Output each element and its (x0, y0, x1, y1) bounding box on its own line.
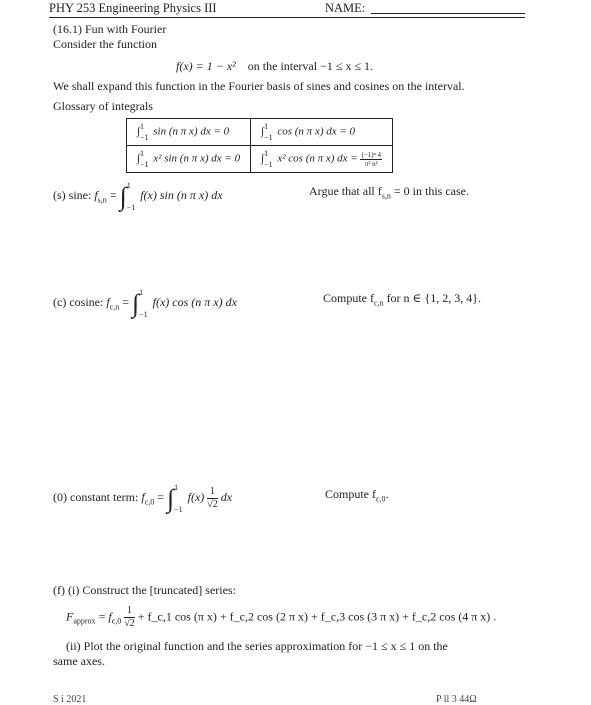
glossary-label: Glossary of integrals (53, 99, 153, 113)
constant-task: Compute $f_{c,0}$. (325, 487, 389, 504)
glossary-cell: ∫1 −1 sin (n π x) dx = 0 (127, 119, 251, 146)
cosine-integrand: f(x) cos (n π x) dx (152, 295, 237, 309)
glossary-row (127, 119, 393, 146)
constant-part: (0) constant term: $f_{c,0} = \int 1$ −1 f(x) $\frac{1}{√2}$ dx (53, 482, 233, 514)
sine-part: (s) sine: $f_{s,n} = \int 1$ −1 f(x) sin (n π x) dx (53, 180, 223, 212)
sine-task: Argue that all $f_{s,n} = 0$ in this case. (309, 184, 469, 201)
glossary-cell: ∫1 −1 x² sin (n π x) dx = 0 (127, 146, 251, 173)
sine-label: (s) sine: (53, 188, 92, 202)
name-blank-line (371, 13, 525, 14)
footer-right-cut: P ll 3 44Ω (436, 694, 477, 705)
function-expression: f(x) = 1 − x² (176, 59, 236, 73)
header-rule (49, 17, 525, 18)
glossary-cell: ∫1 −1 cos (n π x) dx = 0 (251, 119, 393, 146)
approx-rhs: + f_c,1 cos (π x) + f_c,2 cos (2 π x) + f_c,3 cos (3 π x) + f_c,2 cos (4 π x) . (137, 609, 497, 624)
const-fraction: $\frac{1}{√2}$ (207, 485, 218, 510)
plot-instruction-cont: same axes. (53, 654, 105, 668)
approx-fraction: $\frac{1}{√2}$ (124, 605, 135, 629)
sine-integrand: f(x) sin (n π x) dx (140, 188, 223, 202)
plot-instruction: (ii) Plot the original function and the series approximation for −1 ≤ x ≤ 1 on the (66, 639, 448, 653)
glossary-table (126, 118, 393, 173)
glossary-cell: ∫1 −1 x² cos (n π x) dx = $\frac{\text{(−1)ⁿ 4}}{\text{π² n²}}$ (251, 146, 393, 173)
cosine-task: Compute $f_{c,n}$ for n ∈ {1, 2, 3, 4}. (323, 291, 481, 308)
interval-text: on the interval −1 ≤ x ≤ 1. (247, 59, 374, 73)
footer-left-cut: S i 2021 (53, 694, 87, 705)
glossary-fraction: $\frac{\text{(−1)ⁿ 4}}{\text{π² n²}}$ (361, 150, 382, 168)
function-definition (176, 59, 373, 74)
series-instruction: (f) (i) Construct the [truncated] series: (53, 583, 236, 597)
approx-formula: $F_{approx} = f_{c,0}$ $\frac{1}{√2}$ + f_c,1 cos (π x) + f_c,2 cos (2 π x) + f_c,3 cos (3 π x) + f_c,2 cos (4 π x) . (66, 605, 497, 629)
name-label: NAME: (325, 1, 366, 15)
constant-label: (0) constant term: (53, 490, 139, 504)
problem-title: (16.1) Fun with Fourier (53, 22, 167, 36)
cosine-label: (c) cosine: (53, 295, 104, 309)
consider-text: Consider the function (53, 37, 157, 51)
cosine-part: (c) cosine: $f_{c,n} = \int 1$ −1 f(x) cos (n π x) dx (53, 287, 237, 319)
expand-text: We shall expand this function in the Fourier basis of sines and cosines on the interval. (53, 79, 465, 93)
course-title: PHY 253 Engineering Physics III (49, 1, 217, 15)
glossary-row (127, 146, 393, 173)
